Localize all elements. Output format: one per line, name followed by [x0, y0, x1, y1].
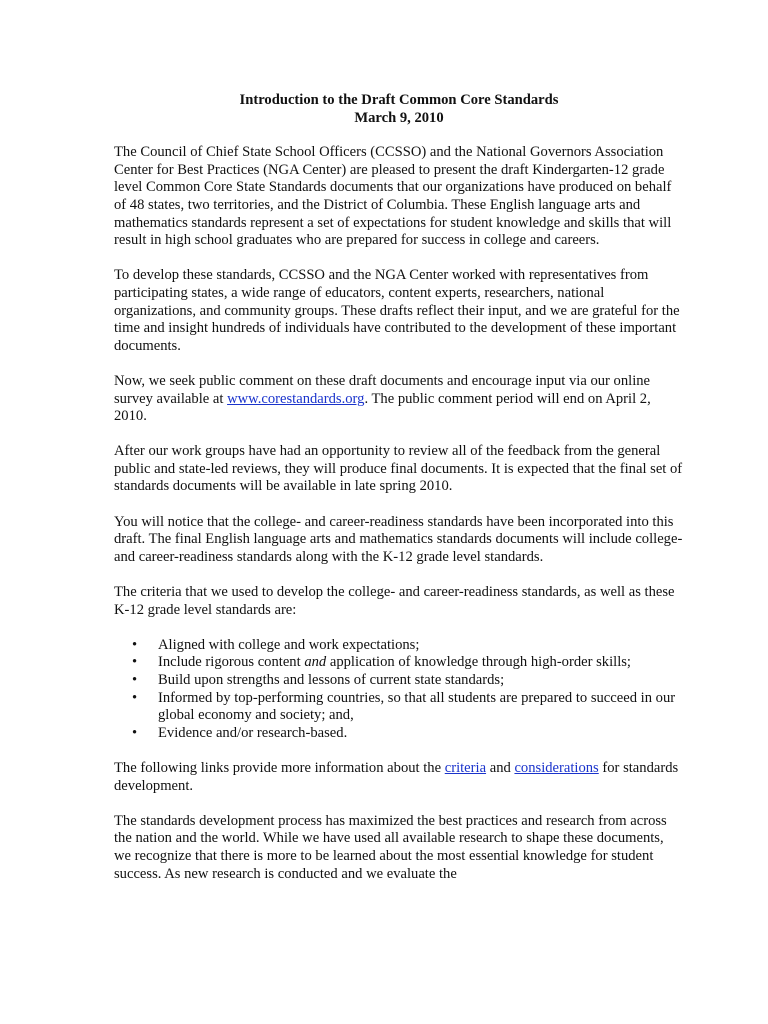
- list-item-text: Informed by top-performing countries, so that all students are prepared to succeed in our global economy and society; and,: [158, 689, 676, 724]
- title-date: March 9, 2010: [354, 109, 444, 126]
- document-title: [114, 92, 684, 127]
- text-segment: and: [486, 759, 515, 776]
- list-item-text: Include rigorous content: [158, 654, 305, 671]
- bullet-icon: •: [132, 724, 138, 741]
- emphasis-text: and: [304, 654, 327, 671]
- bullet-icon: •: [132, 689, 138, 706]
- paragraph-links: [114, 760, 684, 795]
- paragraph-public-comment: [114, 373, 684, 426]
- corestandards-link[interactable]: www.corestandards.org: [227, 390, 365, 407]
- list-item-text: Aligned with college and work expectations;: [158, 636, 420, 653]
- bullet-icon: •: [132, 672, 138, 688]
- text-segment: The following links provide more information about the: [114, 759, 445, 776]
- text-segment: . The public comment period will end on April 2, 2010.: [114, 390, 651, 425]
- paragraph-research: The standards development process has maximized the best practices and research from across the nation and the world. While we have used all available research to shape these documents, we recognize that there is more to be learned about the most essential knowledge for student success. As new research is conducted and we evaluate the: [114, 812, 667, 882]
- text-segment: Now, we seek public comment on these draft documents and encourage input via our online survey available at: [114, 372, 651, 407]
- list-item: [132, 636, 684, 655]
- paragraph-readiness: You will notice that the college- and career-readiness standards have been incorporated into this draft. The final English language arts and mathematics standards documents will include college- and career-readiness standards along with the K-12 grade level standards.: [114, 513, 683, 565]
- list-item: [132, 689, 684, 725]
- paragraph-development: To develop these standards, CCSSO and the NGA Center worked with representatives from participating states, a wide range of educators, content experts, researchers, national organizations, and community groups. These drafts reflect their input, and we are grateful for the time and insight hundreds of individuals have contributed to the development of these important documents.: [114, 267, 680, 354]
- list-item-text: Build upon strengths and lessons of current state standards;: [158, 672, 505, 688]
- criteria-link[interactable]: criteria: [444, 759, 487, 776]
- bullet-icon: •: [132, 636, 138, 653]
- paragraph-intro: The Council of Chief State School Officers (CCSSO) and the National Governors Association Center for Best Practices (NGA Center) are pleased to present the draft Kindergarten-12 grade level Common Core State Standards documents that our organizations have produced on behalf of 48 states, two territories, and the District of Columbia. These English language arts and mathematics standards represent a set of expectations for student knowledge and skills that will result in high school graduates who are prepared for success in college and careers.: [114, 144, 672, 249]
- bullet-icon: •: [132, 654, 138, 671]
- criteria-list: [114, 637, 684, 743]
- list-item-text: application of knowledge through high-order skills;: [326, 654, 631, 671]
- text-segment: for standards development.: [114, 759, 679, 794]
- list-item: [132, 654, 684, 672]
- paragraph-final-documents: After our work groups have had an opportunity to review all of the feedback from the general public and state-led reviews, they will produce final documents. It is expected that the final set of standards documents will be available in late spring 2010.: [114, 443, 683, 495]
- title-line: Introduction to the Draft Common Core Standards: [239, 92, 559, 108]
- list-item: [132, 724, 684, 743]
- considerations-link[interactable]: considerations: [514, 759, 599, 776]
- list-item-text: Evidence and/or research-based.: [158, 724, 348, 741]
- list-item: [132, 672, 684, 690]
- paragraph-criteria-intro: The criteria that we used to develop the college- and career-readiness standards, as well as these K-12 grade level standards are:: [114, 584, 675, 618]
